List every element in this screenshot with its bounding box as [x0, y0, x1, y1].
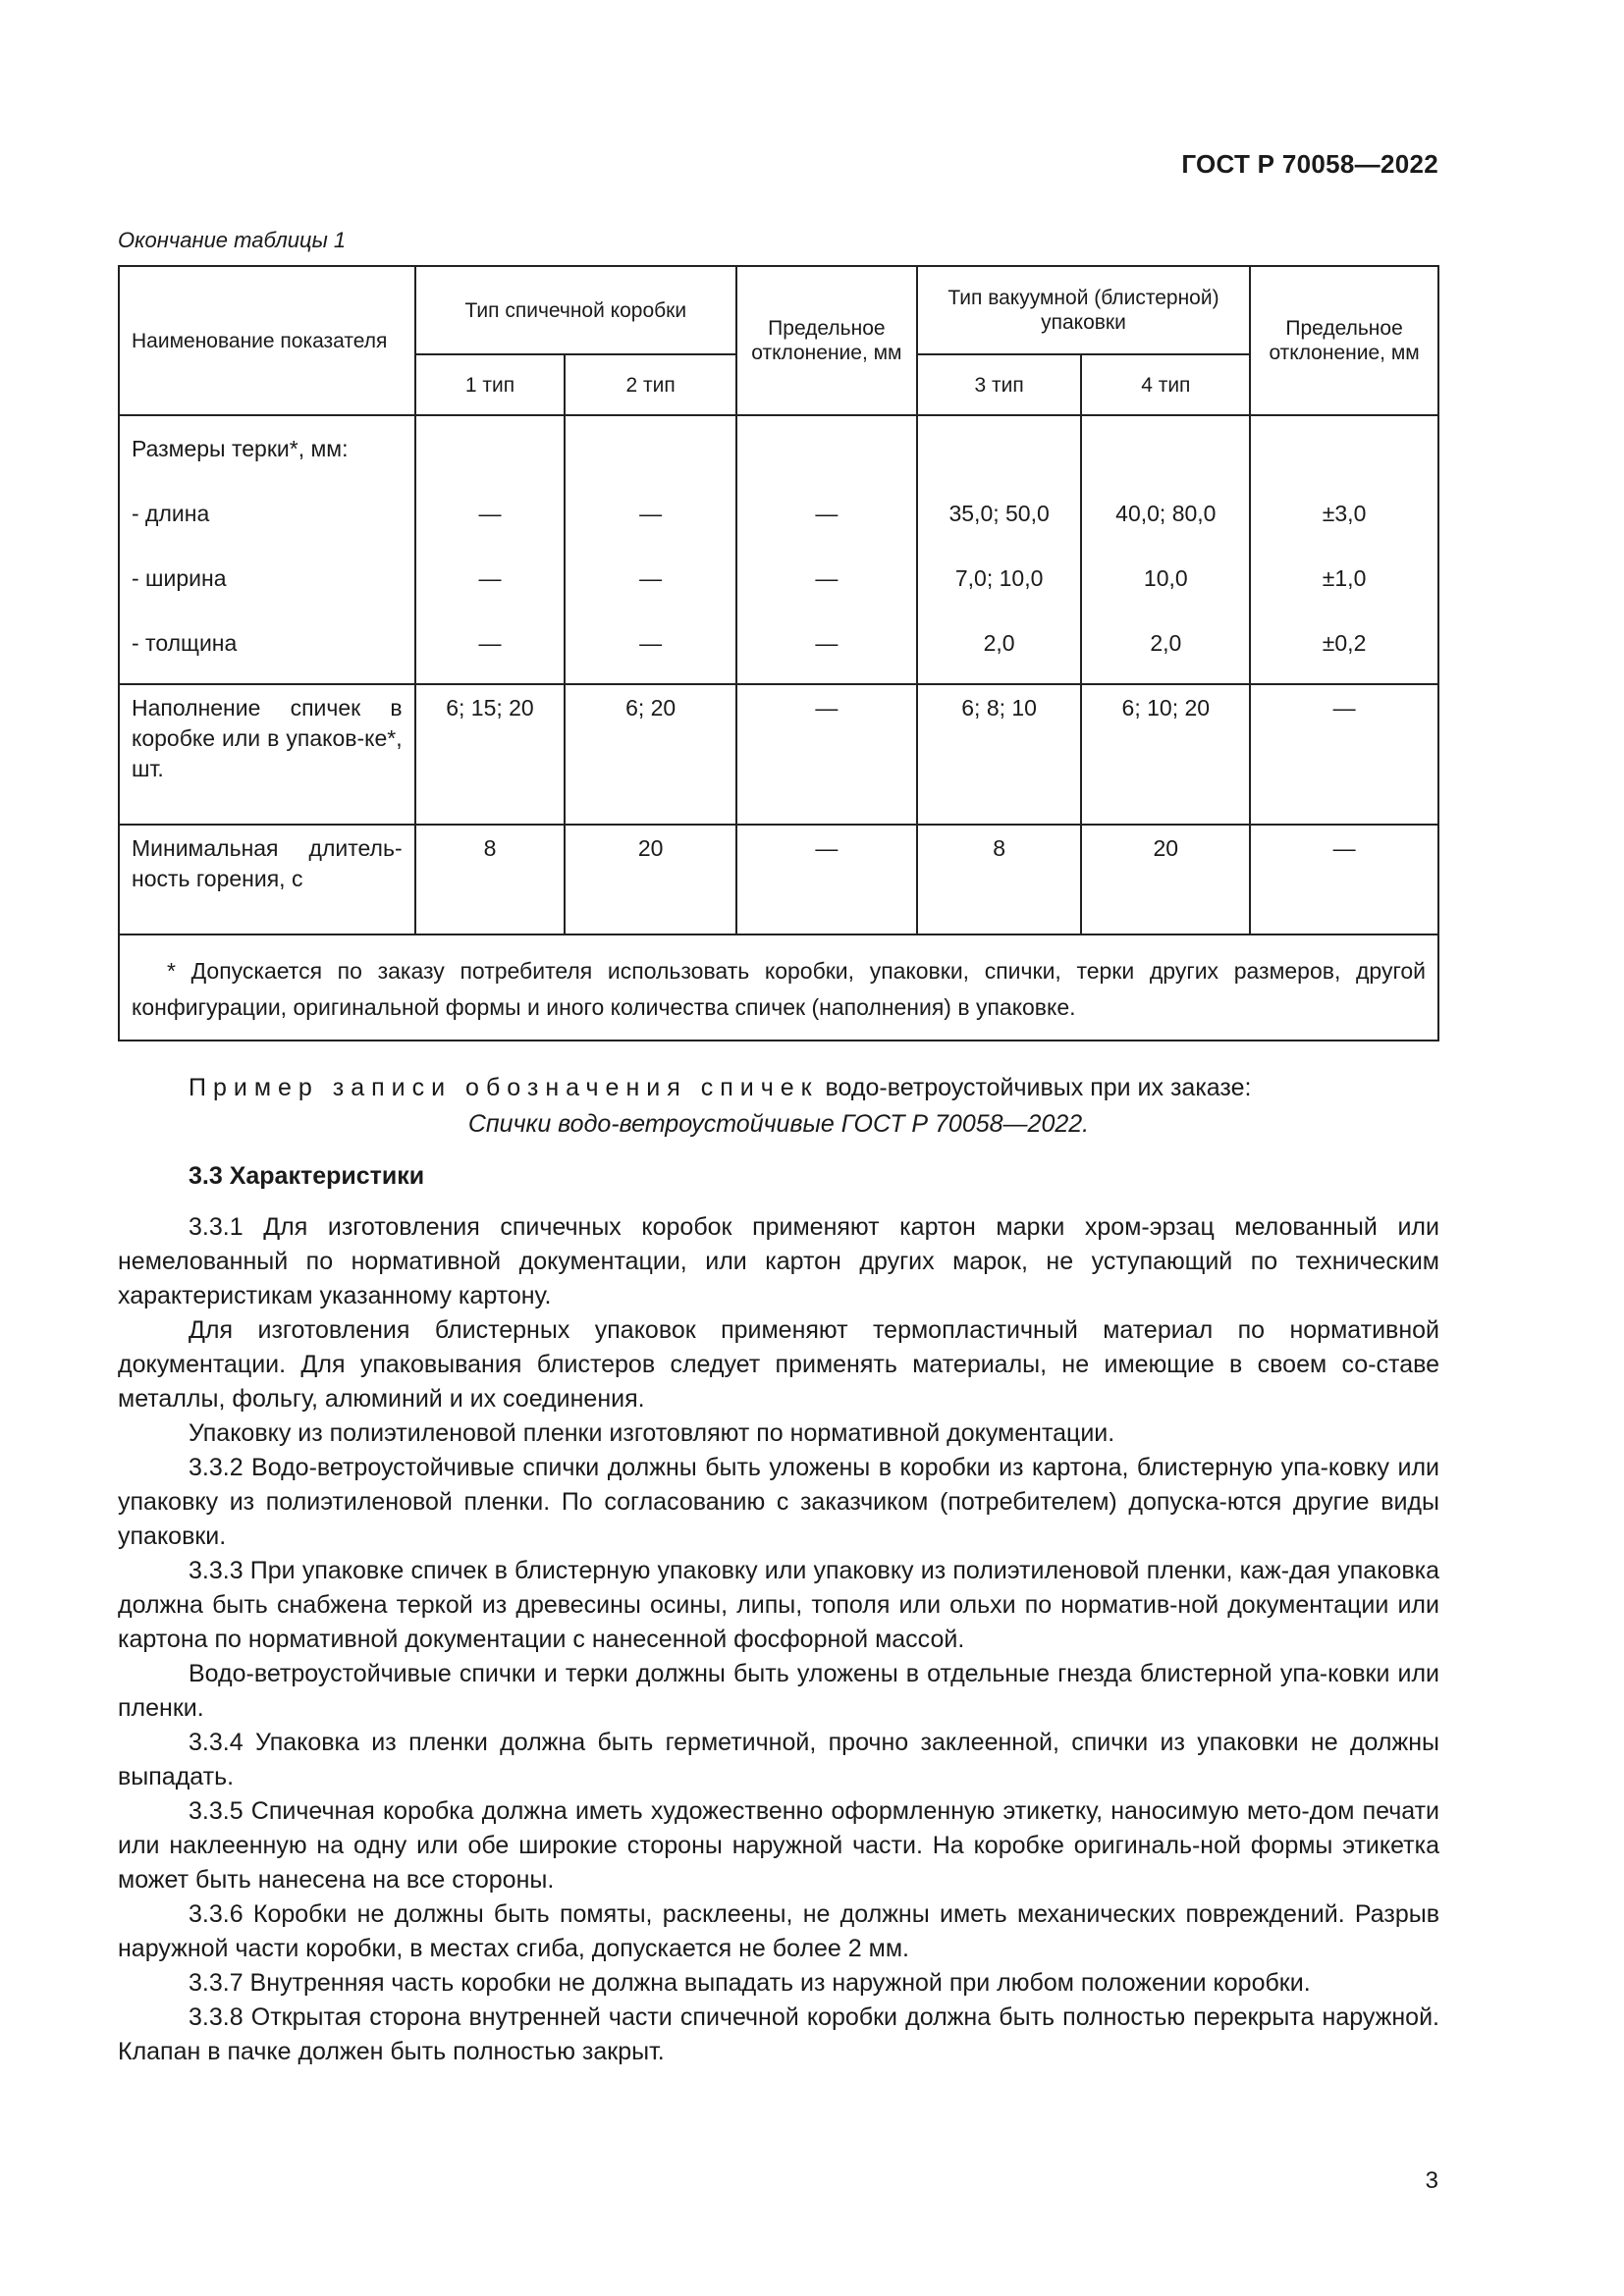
- paragraph: 3.3.8 Открытая сторона внутренней части спичечной коробки должна быть полностью перекрыта наружной. Клапан в пачке должен быть полностью закрыт.: [118, 2003, 1439, 2065]
- header-deviation-1: Предельное отклонение, мм: [736, 266, 917, 415]
- header-type-1: 1 тип: [415, 354, 566, 415]
- paragraph: 3.3.7 Внутренняя часть коробки не должна выпадать из наружной при любом положении коробки.: [189, 1969, 1311, 1997]
- header-deviation-2: Предельное отклонение, мм: [1250, 266, 1438, 415]
- cell-value: 7,0; 10,0: [954, 565, 1044, 591]
- grater-length-label: - длина: [132, 501, 210, 526]
- cell-value: 2,0: [983, 630, 1015, 656]
- filling-t1: 6; 15; 20: [415, 684, 566, 825]
- cell-value: 10,0: [1143, 565, 1188, 591]
- paragraph: 3.3.2 Водо-ветроустойчивые спички должны быть уложены в коробки из картона, блистерную упа-ковку или упаковку из полиэтиленовой пленки. По согласованию с заказчиком (потребителем) допуска-ются другие виды упаковки.: [118, 1454, 1439, 1550]
- paragraph: 3.3.6 Коробки не должны быть помяты, расклеены, не должны иметь механических повреждений. Разрыв наружной части коробки, в местах сгиба, допускается не более 2 мм.: [118, 1900, 1439, 1962]
- cell-value: ±1,0: [1322, 565, 1367, 591]
- grater-width-label: - ширина: [132, 565, 227, 591]
- cell-value: 35,0; 50,0: [948, 501, 1050, 526]
- example-spaced-prefix: Пример записи обозначения спичек: [189, 1074, 819, 1101]
- header-match-box-type: Тип спичечной коробки: [415, 266, 736, 354]
- cell-value: ±3,0: [1322, 501, 1367, 526]
- burning-label: Минимальная длитель-ность горения, с: [119, 825, 415, 934]
- header-type-2: 2 тип: [565, 354, 736, 415]
- filling-d1: —: [736, 684, 917, 825]
- cell-value: —: [639, 630, 663, 656]
- paragraph: 3.3.1 Для изготовления спичечных коробок применяют картон марки хром-эрзац мелованный или немелованный по нормативной документации, или картон других марок, не уступающий по техническим характеристикам указанному картону.: [118, 1213, 1439, 1309]
- cell-value: ±0,2: [1322, 630, 1367, 656]
- section-body: [118, 1210, 1439, 2069]
- filling-t2: 6; 20: [565, 684, 736, 825]
- burning-t1: 8: [415, 825, 566, 934]
- cell-value: —: [639, 565, 663, 591]
- grater-title: Размеры терки*, мм:: [132, 436, 349, 461]
- cell-value: —: [815, 630, 839, 656]
- cell-value: —: [815, 565, 839, 591]
- cell-value: —: [639, 501, 663, 526]
- paragraph: Упаковку из полиэтиленовой пленки изготовляют по нормативной документации.: [189, 1419, 1115, 1447]
- section-title: 3.3 Характеристики: [189, 1162, 425, 1190]
- burning-t3: 8: [917, 825, 1082, 934]
- paragraph: Для изготовления блистерных упаковок применяют термопластичный материал по нормативной документации. Для упаковывания блистеров следует применять материалы, не имеющие в своем со-ставе металлы, фольгу, алюминий и их соединения.: [118, 1316, 1439, 1413]
- paragraph: 3.3.3 При упаковке спичек в блистерную упаковку или упаковку из полиэтиленовой пленки, каж-дая упаковка должна быть снабжена теркой из древесины осины, липы, тополя или ольхи по норматив-ной документации или картона по нормативной документации с нанесенной фосфорной массой.: [118, 1557, 1439, 1653]
- grater-d2-cell: [1250, 415, 1438, 684]
- cell-value: 40,0; 80,0: [1115, 501, 1217, 526]
- cell-value: —: [815, 501, 839, 526]
- paragraph: 3.3.5 Спичечная коробка должна иметь художественно оформленную этикетку, наносимую мето-дом печати или наклеенную на одну или обе широкие стороны наружной части. На коробке оригиналь-ной формы этикетка может быть нанесена на все стороны.: [118, 1797, 1439, 1894]
- header-type-4: 4 тип: [1081, 354, 1250, 415]
- characteristics-table: [118, 265, 1439, 1041]
- page-number: 3: [1425, 2167, 1438, 2194]
- header-vacuum-type: Тип вакуумной (блистерной) упаковки: [917, 266, 1250, 354]
- grater-d1-cell: [736, 415, 917, 684]
- grater-t3-cell: [917, 415, 1082, 684]
- burning-t2: 20: [565, 825, 736, 934]
- paragraph: 3.3.4 Упаковка из пленки должна быть герметичной, прочно заклеенной, спички из упаковки не должны выпадать.: [118, 1729, 1439, 1790]
- footnote-text: * Допускается по заказу потребителя использовать коробки, упаковки, спички, терки других размеров, другой конфигурации, оригинальной формы и иного количества спичек (наполнения) в упаковке.: [132, 958, 1426, 1020]
- table-footnote: [119, 934, 1438, 1041]
- header-type-3: 3 тип: [917, 354, 1082, 415]
- document-code: ГОСТ Р 70058—2022: [1181, 149, 1438, 179]
- grater-t2-cell: [565, 415, 736, 684]
- cell-value: —: [478, 630, 502, 656]
- grater-t4-cell: [1081, 415, 1250, 684]
- cell-value: —: [478, 565, 502, 591]
- table-caption: Окончание таблицы 1: [118, 228, 347, 252]
- paragraph: Водо-ветроустойчивые спички и терки должны быть уложены в отдельные гнезда блистерной упа-ковки или пленки.: [118, 1660, 1439, 1722]
- example-rest: водо-ветроустойчивых при их заказе:: [818, 1074, 1252, 1101]
- burning-d2: —: [1250, 825, 1438, 934]
- grater-t1-cell: [415, 415, 566, 684]
- filling-t3: 6; 8; 10: [917, 684, 1082, 825]
- cell-value: 2,0: [1150, 630, 1182, 656]
- burning-t4: 20: [1081, 825, 1250, 934]
- header-name: Наименование показателя: [119, 266, 415, 415]
- burning-d1: —: [736, 825, 917, 934]
- cell-value: —: [478, 501, 502, 526]
- designation-example: [118, 1070, 1439, 1143]
- filling-t4: 6; 10; 20: [1081, 684, 1250, 825]
- grater-name-cell: [119, 415, 415, 684]
- filling-label: Наполнение спичек в коробке или в упаков-ке*, шт.: [119, 684, 415, 825]
- grater-thickness-label: - толщина: [132, 630, 238, 656]
- filling-d2: —: [1250, 684, 1438, 825]
- example-designation: Спички водо-ветроустойчивые ГОСТ Р 70058—2022.: [467, 1110, 1090, 1138]
